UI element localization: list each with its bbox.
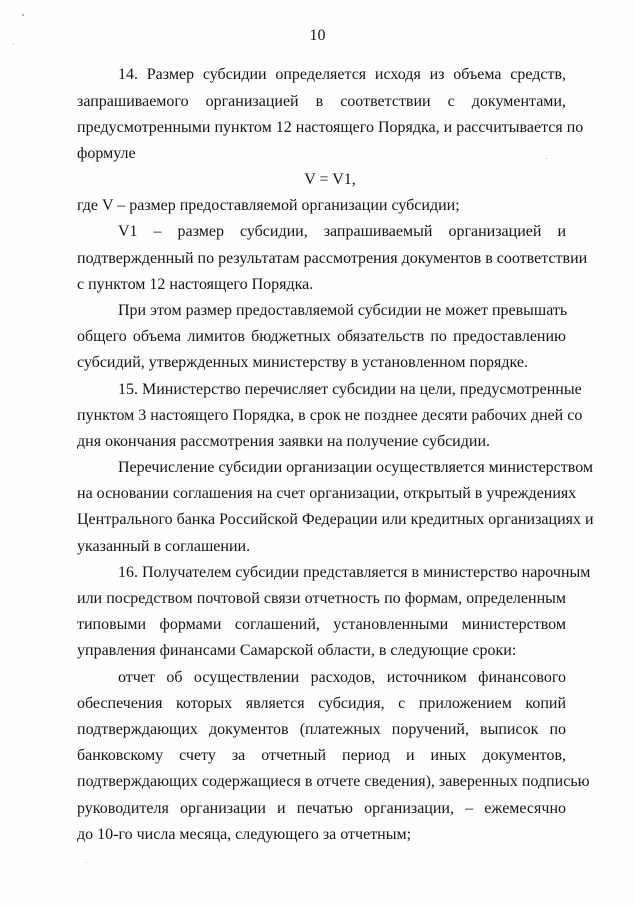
text-line: подтверждающих содержащиеся в отчете сведения), заверенных подписью xyxy=(77,773,590,790)
text-line: подтвержденный по результатам рассмотрения документов в соответствии xyxy=(77,250,588,267)
text-line: Перечисление субсидии организации осуществляется министерством xyxy=(118,459,594,476)
text-line: субсидий, утвержденных министерству в установленном порядке. xyxy=(77,354,529,371)
scan-speck xyxy=(22,14,24,16)
text-line: предусмотренными пунктом 12 настоящего Порядка, и рассчитывается по xyxy=(77,119,584,136)
text-line: V1 – размер субсидии, запрашиваемый организацией и xyxy=(118,223,566,240)
text-line: на основании соглашения на счет организации, открытый в учреждениях xyxy=(77,485,577,502)
text-line: 16. Получателем субсидии представляется в министерство нарочным xyxy=(118,564,591,581)
text-line: указанный в соглашении. xyxy=(77,538,251,555)
text-line: типовыми формами соглашений, установленными министерством xyxy=(77,616,566,633)
text-line: где V – размер предоставляемой организации субсидии; xyxy=(77,197,460,214)
text-line: При этом размер предоставляемой субсидии не может превышать xyxy=(118,302,568,319)
text-line: обеспечения которых является субсидия, с приложением копий xyxy=(77,695,566,712)
text-line: отчет об осуществлении расходов, источником финансового xyxy=(118,669,566,686)
text-line: дня окончания рассмотрения заявки на получение субсидии. xyxy=(77,433,491,450)
text-line: запрашиваемого организацией в соответствии с документами, xyxy=(77,93,566,110)
text-line: управления финансами Самарской области, в следующие сроки: xyxy=(77,642,517,659)
text-line: Центрального банка Российской Федерации или кредитных организациях и xyxy=(77,511,594,528)
text-line: с пунктом 12 настоящего Порядка. xyxy=(77,276,314,293)
text-line: 15. Министерство перечисляет субсидии на цели, предусмотренные xyxy=(118,381,582,398)
text-line: формуле xyxy=(77,145,136,162)
text-line: общего объема лимитов бюджетных обязательств по предоставлению xyxy=(77,328,566,345)
text-line: банковскому счету за отчетный период и иных документов, xyxy=(77,747,566,764)
text-line: пунктом 3 настоящего Порядка, в срок не позднее десяти рабочих дней со xyxy=(77,407,583,424)
formula: V = V1, xyxy=(304,171,356,188)
scan-speck xyxy=(13,44,14,45)
text-line: или посредством почтовой связи отчетность по формам, определенным xyxy=(77,590,566,607)
text-line: 14. Размер субсидии определяется исходя из объема средств, xyxy=(118,66,566,83)
text-line: подтверждающих документов (платежных поручений, выписок по xyxy=(77,721,566,738)
page-number: 10 xyxy=(309,27,326,44)
text-line: до 10-го числа месяца, следующего за отчетным; xyxy=(77,826,412,843)
text-line: руководителя организации и печатью организации, – ежемесячно xyxy=(77,800,566,817)
scan-speck xyxy=(546,158,547,159)
scan-speck xyxy=(86,862,87,863)
